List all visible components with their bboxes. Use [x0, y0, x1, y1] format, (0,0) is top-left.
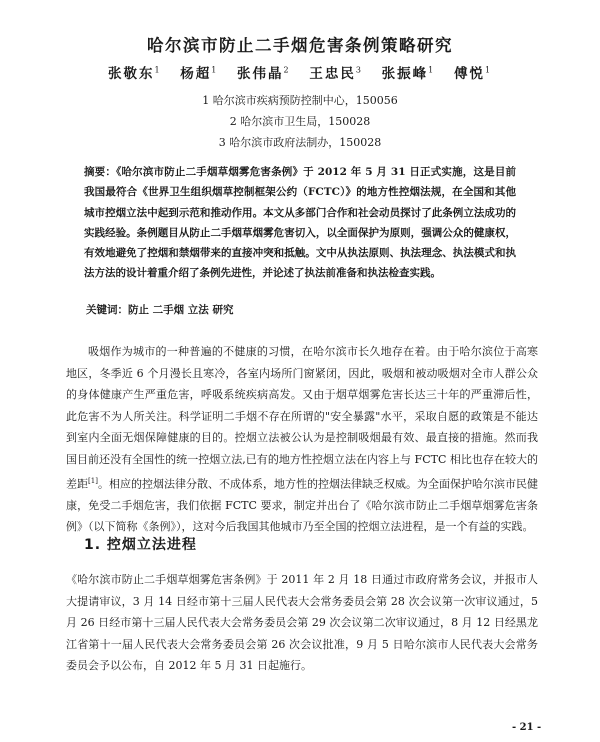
intro-paragraph: 吸烟作为城市的一种普遍的不健康的习惯，在哈尔滨市长久地存在着。由于哈尔滨位于高寒地区，冬季近 6 个月漫长且寒冷，各室内场所门窗紧闭，因此，吸烟和被动吸烟对全市人群公众的身体健康产生严重危害，呼吸系统疾病高发。又由于烟草烟雾危害长达三十年的严重滞后性，此危害不为人所关注。科学证明二手烟不存在所谓的"安全暴露"水平，采取自愿的政策是不能达到室内全面无烟保障健康的目的。控烟立法被公认为是控制吸烟最有效、最直接的措施。然而我国目前还没有全国性的统一控烟立法,已有的地方性控烟立法在内容上与 FCTC 相比也存在较大的差距[1]。相应的控烟法律分散、不成体系，地方性的控烟法律缺乏权威。为全面保护哈尔滨市民健康，免受二手烟危害，我们依据 FCTC 要求，制定并出台了《哈尔滨市防止二手烟草烟雾危害条例》（以下简称《条例》），这对今后我国其他城市乃至全国的控烟立法进程，是一个有益的实践。	[66, 345, 539, 534]
paper-title: 哈尔滨市防止二手烟危害条例策略研究	[147, 36, 453, 55]
author: 傅悦$^1$	[453, 65, 493, 82]
author-list	[0, 62, 600, 82]
author: 王忠民$^3$	[309, 65, 363, 82]
abstract	[84, 162, 516, 284]
keywords-label: 关键词：	[86, 304, 128, 316]
keywords	[86, 302, 516, 317]
keywords-text: 防止 二手烟 立法 研究	[128, 304, 234, 316]
author: 杨超$^1$	[180, 65, 219, 82]
affiliation: 2 哈尔滨市卫生局，150028	[229, 115, 371, 128]
abstract-text: 《哈尔滨市防止二手烟草烟雾危害条例》于 2012 年 5 月 31 日正式实施，这是目前我国最符合《世界卫生组织烟草控制框架公约（FCTC）》的地方性控烟法规，在全国和其他城市控烟立法中起到示范和推动作用。本文从多部门合作和社会动员探讨了此条例立法成功的实践经验。条例题目从防止二手烟草烟雾危害切入，以全面保护为原则，强调公众的健康权，有效地避免了控烟和禁烟带来的直接冲突和抵触。文中从执法原则、执法理念、执法模式和执法方法的设计着重介绍了条例先进性，并论述了执法前准备和执法检查实践。	[84, 166, 517, 280]
citation-ref: [1]	[88, 476, 98, 485]
affiliation: 3 哈尔滨市政府法制办，150028	[218, 136, 382, 149]
section-paragraph: 《哈尔滨市防止二手烟草烟雾危害条例》于 2011 年 2 月 18 日通过市政府常务会议，并报市人大提请审议，3 月 14 日经市第十三届人民代表大会常务委员会第 28 次会议第一次审议通过，5 月 26 日经市第十三届人民代表大会常务委员会第 29 次会议第二次审议通过，8 月 12 日经黑龙江省第十一届人民代表大会常务委员会第 26 次会议批准，9 月 5 日哈尔滨市人民代表大会常务委员会予以公布，自 2012 年 5 月 31 日起施行。	[66, 573, 538, 673]
page-number: - 21 -	[512, 722, 542, 733]
author: 张振峰$^1$	[381, 65, 436, 82]
affiliation: 1 哈尔滨市疾病预防控制中心，150056	[202, 94, 398, 107]
section-heading: 1. 控烟立法进程	[84, 537, 197, 553]
abstract-label: 摘要：	[84, 166, 117, 178]
author: 张敬东$^1$	[107, 65, 162, 82]
author: 张伟晶$^2$	[237, 65, 291, 82]
